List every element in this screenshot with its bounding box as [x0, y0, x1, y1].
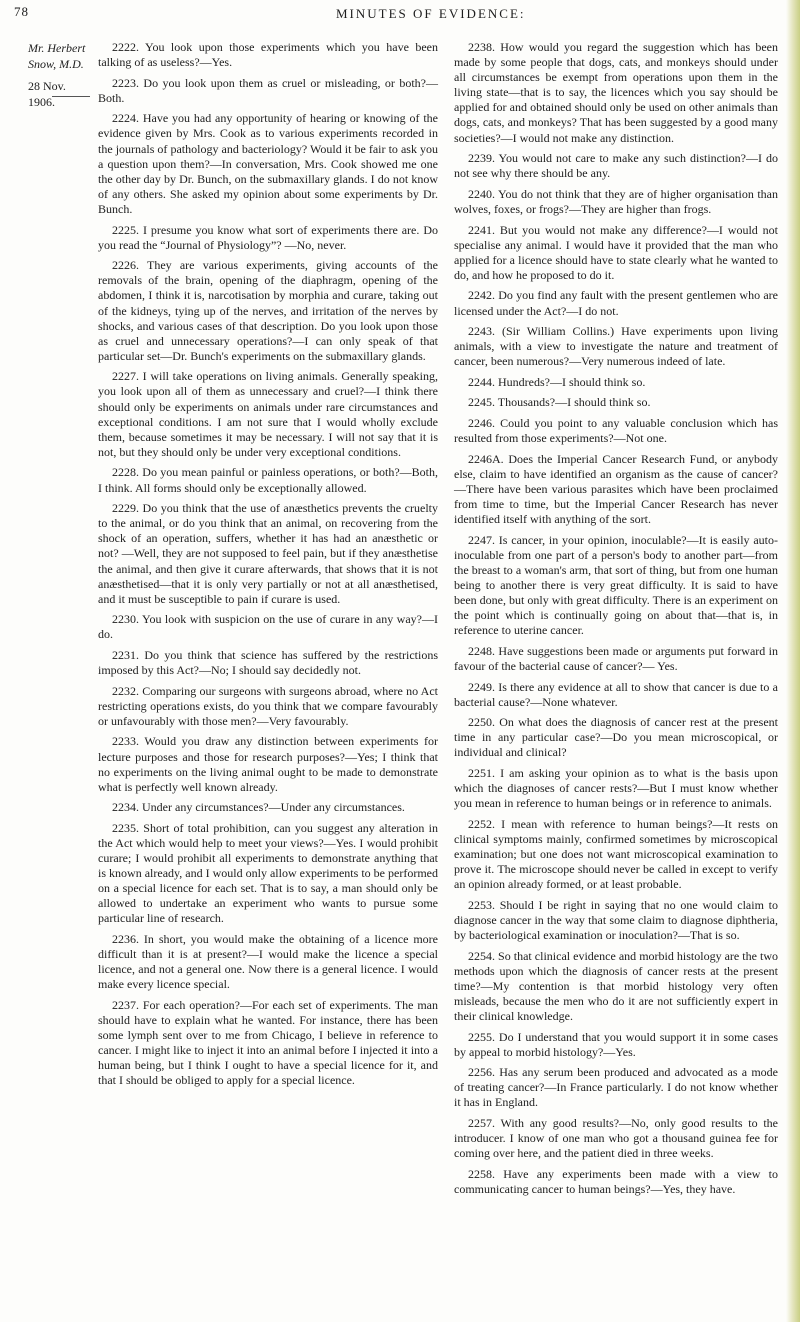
question-answer-paragraph: 2242. Do you find any fault with the present gentlemen who are licensed under the Act?—I do not. [454, 288, 778, 318]
witness-name: Mr. Herbert [28, 41, 86, 55]
question-answer-paragraph: 2250. On what does the diagnosis of cancer rest at the present time in any particular case?—Do you mean microscopical, or individual and clinical? [454, 715, 778, 760]
margin-note [28, 40, 94, 110]
sitting-date: 28 Nov. 1906. [28, 79, 66, 109]
margin-rule [52, 96, 90, 97]
question-answer-paragraph: 2248. Have suggestions been made or arguments put forward in favour of the bacterial cause of cancer?— Yes. [454, 643, 778, 673]
question-answer-paragraph: 2234. Under any circumstances?—Under any circumstances. [112, 800, 405, 815]
question-answer-paragraph: 2223. Do you look upon them as cruel or misleading, or both?—Both. [98, 75, 438, 105]
question-answer-paragraph: 2254. So that clinical evidence and morbid histology are the two methods upon which the diagnosis of cancer rests at the present time?—My contention is that morbid histology very often misleads, because the men who do it are not sufficiently expert in their clinical knowledge. [454, 948, 778, 1023]
question-answer-paragraph: 2227. I will take operations on living animals. Generally speaking, you look upon all of them as unnecessary and cruel?—I think there should only be experiments on animals under rare circumstances and exceptional conditions. I am not sure that I would wholly exclude them, because sometimes it may be necessary. I will not say that it is not, but they should only be under very exceptional conditions. [98, 369, 438, 459]
question-answer-paragraph: 2243. (Sir William Collins.) Have experiments upon living animals, with a view to investigate the nature and treatment of cancer, been numerous?—Very numerous indeed of late. [454, 324, 778, 369]
question-answer-paragraph: 2256. Has any serum been produced and advocated as a mode of treating cancer?—In France particularly. I do not know whether it has in England. [454, 1065, 778, 1110]
page-number: 78 [14, 4, 29, 19]
question-answer-paragraph: 2244. Hundreds?—I should think so. [468, 374, 646, 389]
question-answer-paragraph: 2238. How would you regard the suggestion which has been made by some people that dogs, cats, and monkeys should under all circumstances be exempt from operations upon them in the living state—that is to say, the licences which you say should be applied for and obtained should only be used on other animals than dogs, cats, and monkeys? That has been suggested by a good many societies?—I would not make any distinction. [454, 40, 778, 145]
question-answer-paragraph: 2232. Comparing our surgeons with surgeons abroad, where no Act restricting operations exists, do you think that we compare favourably or unfavourably with those men?—Very favourably. [98, 683, 438, 728]
question-answer-paragraph: 2241. But you would not make any difference?—I would not specialise any animal. I would have it provided that the man who applied for a licence should have to state clearly what he wanted to do, and how he proposed to do it. [454, 222, 778, 282]
question-answer-paragraph: 2255. Do I understand that you would support it in some cases by appeal to morbid histology?—Yes. [454, 1029, 778, 1059]
page-title: MINUTES OF EVIDENCE: [336, 6, 526, 21]
question-answer-paragraph: 2225. I presume you know what sort of experiments there are. Do you read the “Journal of Physiology”? —No, never. [98, 222, 438, 252]
question-answer-paragraph: 2239. You would not care to make any such distinction?—I do not see why there should be any. [454, 151, 778, 181]
question-answer-paragraph: 2222. You look upon those experiments which you have been talking of as useless?—Yes. [98, 40, 438, 70]
question-answer-paragraph: 2240. You do not think that they are of higher organisation than wolves, foxes, or frogs?—They are higher than frogs. [454, 186, 778, 216]
question-answer-paragraph: 2251. I am asking your opinion as to what is the basis upon which the diagnoses of cancer rests?—But I must know whether you mean in reference to human beings or in reference to animals. [454, 766, 778, 811]
question-answer-paragraph: 2249. Is there any evidence at all to show that cancer is due to a bacterial cause?—None whatever. [454, 679, 778, 709]
question-answer-paragraph: 2228. Do you mean painful or painless operations, or both?—Both, I think. All forms should only be exceptionally allowed. [98, 465, 438, 495]
question-answer-paragraph: 2224. Have you had any opportunity of hearing or knowing of the evidence given by Mrs. Cook as to various experiments recorded in the journals of pathology and bacteriology? Would it be fair to ask you a question upon them?—In conversation, Mrs. Cook showed me one the other day by Dr. Bunch, on the submaxillary glands. I do not know of any others. She asked my opinion about some experiments by Dr. Bunch. [98, 111, 438, 216]
witness-name-line2: Snow, M.D. [28, 57, 84, 71]
question-answer-paragraph: 2245. Thousands?—I should think so. [468, 395, 651, 410]
question-answer-paragraph: 2253. Should I be right in saying that no one would claim to diagnose cancer in the way that some claim to diagnose diphtheria, by bacteriological examination or inoculation?—That is so. [454, 897, 778, 942]
question-answer-paragraph: 2229. Do you think that the use of anæsthetics prevents the cruelty to the animal, or do you think that an animal, on recovering from the shock of an operation, suffers, whether it has had an anæsthetic or not? —Well, they are not supposed to feel pain, but if they anæsthetise the animal, and then give it curare afterwards, that shows that it is not anæsthetised—that it is only very partially or not at all anæsthetised, and it must be susceptible to pain if curare is used. [98, 501, 438, 606]
right-column [454, 40, 778, 1197]
left-column [98, 40, 438, 1089]
question-answer-paragraph: 2247. Is cancer, in your opinion, inoculable?—It is easily auto-inoculable from one part of a person's body to another part—from the breast to a woman's arm, that sort of thing, but from one human being to another there is very great difficulty. It is said to have been done, but only with great difficulty. There is an experiment on the point which is continually going on about that—that is, in reference to uterine cancer. [454, 532, 778, 638]
question-answer-paragraph: 2236. In short, you would make the obtaining of a licence more difficult than it is at present?—I would make the licence a special licence, and not a general one. Now there is a general licence. I would make every licence special. [98, 932, 438, 992]
question-answer-paragraph: 2233. Would you draw any distinction between experiments for lecture purposes and those for research purposes?—Yes; I think that no experiments on the living animal ought to be made to demonstrate what is perfectly well known already. [98, 734, 438, 794]
question-answer-paragraph: 2226. They are various experiments, giving accounts of the removals of the brain, opening of the diaphragm, opening of the abdomen, I think it is, narcotisation by morphia and curare, taking out of the kidneys, tying up of the nerves, and irritation of the nerves by shocks, and various cases of that description. Do you look upon those as cruel and unnecessary operations?—I can only speak of that particular set—Dr. Bunch's experiments on the submaxillary glands. [98, 258, 438, 363]
question-answer-paragraph: 2230. You look with suspicion on the use of curare in any way?—I do. [98, 612, 438, 642]
question-answer-paragraph: 2246. Could you point to any valuable conclusion which has resulted from those experiments?—Not one. [454, 416, 778, 446]
page-edge [786, 0, 800, 1322]
question-answer-paragraph: 2246A. Does the Imperial Cancer Research Fund, or anybody else, claim to have identified an organism as the cause of cancer?—There have been various parasites which have been proclaimed from time to time, but the Imperial Cancer Research has never identified itself with anything of the sort. [454, 451, 778, 527]
question-answer-paragraph: 2231. Do you think that science has suffered by the restrictions imposed by this Act?—No; I should say decidedly not. [98, 647, 438, 678]
question-answer-paragraph: 2237. For each operation?—For each set of experiments. The man should have to explain what he wanted. For instance, there has been some lymph sent over to me from Chicago, I believe in reference to cancer. I might like to inject it into an animal before I injected it into a human being, but I think I ought to have a special licence for it, and that I should be obliged to apply for a special licence. [98, 997, 438, 1088]
question-answer-paragraph: 2235. Short of total prohibition, can you suggest any alteration in the Act which would help to meet your views?—Yes. I would prohibit curare; I would prohibit all experiments to demonstrate anything that is known already, and I would only allow experiments to be performed on a special licence for each set. That is to say, a man should only be allowed to undertake an experiment who wants to pursue some particular line of research. [98, 820, 438, 926]
question-answer-paragraph: 2252. I mean with reference to human beings?—It rests on clinical symptoms mainly, confirmed sometimes by microscopical examination; but one does not want microscopical examination to prove it. The microscope should never be called in except to verify an opinion already formed, or at least probable. [454, 816, 778, 892]
question-answer-paragraph: 2258. Have any experiments been made with a view to communicating cancer to human beings?—Yes, they have. [454, 1166, 778, 1196]
question-answer-paragraph: 2257. With any good results?—No, only good results to the introducer. I know of one man who got a thousand guinea fee for coming over here, and the patient died in three weeks. [454, 1116, 778, 1161]
